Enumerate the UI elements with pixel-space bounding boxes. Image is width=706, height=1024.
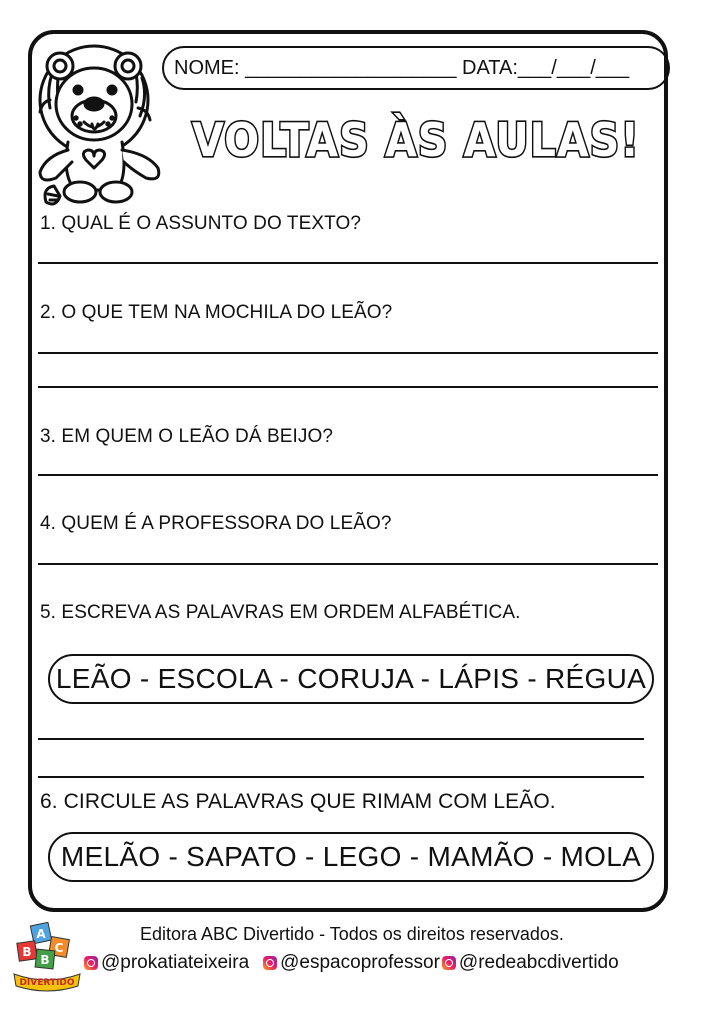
question-6: 6. CIRCULE AS PALAVRAS QUE RIMAM COM LEÃO. [40,790,556,813]
logo-letter: B [22,945,32,959]
instagram-icon [84,956,98,970]
svg-text:VOLTAS ÀS AULAS!: VOLTAS ÀS AULAS! [192,113,640,167]
question-5: 5. ESCREVA AS PALAVRAS EM ORDEM ALFABÉTICA. [40,602,521,623]
name-date-label: NOME: ___________________ DATA:___/___/___ [174,56,630,79]
answer-line[interactable] [38,352,658,354]
logo-letter: C [54,941,64,955]
answer-line[interactable] [38,474,658,476]
social-handle[interactable] [263,952,440,974]
word-list: MELÃO - SAPATO - LEGO - MAMÃO - MOLA [60,841,642,872]
social-handle-text: @prokatiateixeira [101,952,250,973]
social-handle-text: @redeabcdivertido [458,952,619,973]
word-box-alphabetical [48,654,654,704]
logo-letter: A [36,927,46,941]
logo-letter: B [40,953,50,967]
question-4: 4. QUEM É A PROFESSORA DO LEÃO? [40,513,392,534]
lion-illustration [32,38,172,208]
social-handle[interactable] [84,952,249,974]
name-date-field[interactable] [162,46,670,90]
answer-line[interactable] [38,776,644,778]
question-2: 2. O QUE TEM NA MOCHILA DO LEÃO? [40,302,393,323]
social-handles [84,952,619,974]
abc-divertido-logo [10,922,84,994]
instagram-icon [442,956,456,970]
social-handle[interactable] [442,952,619,974]
answer-line[interactable] [38,262,658,264]
word-list: LEÃO - ESCOLA - CORUJA - LÁPIS - RÉGUA [55,663,647,694]
page-title [186,104,646,174]
answer-line[interactable] [38,386,658,388]
answer-line[interactable] [38,738,644,740]
logo-text: DIVERTIDO [19,978,75,988]
word-box-rhymes[interactable] [48,832,654,882]
question-3: 3. EM QUEM O LEÃO DÁ BEIJO? [40,426,334,447]
answer-line[interactable] [38,563,658,565]
instagram-icon [263,956,277,970]
social-handle-text: @espacoprofessor [280,952,440,973]
question-1: 1. QUAL É O ASSUNTO DO TEXTO? [40,213,362,234]
copyright-text: Editora ABC Divertido - Todos os direitos reservados. [140,924,564,944]
